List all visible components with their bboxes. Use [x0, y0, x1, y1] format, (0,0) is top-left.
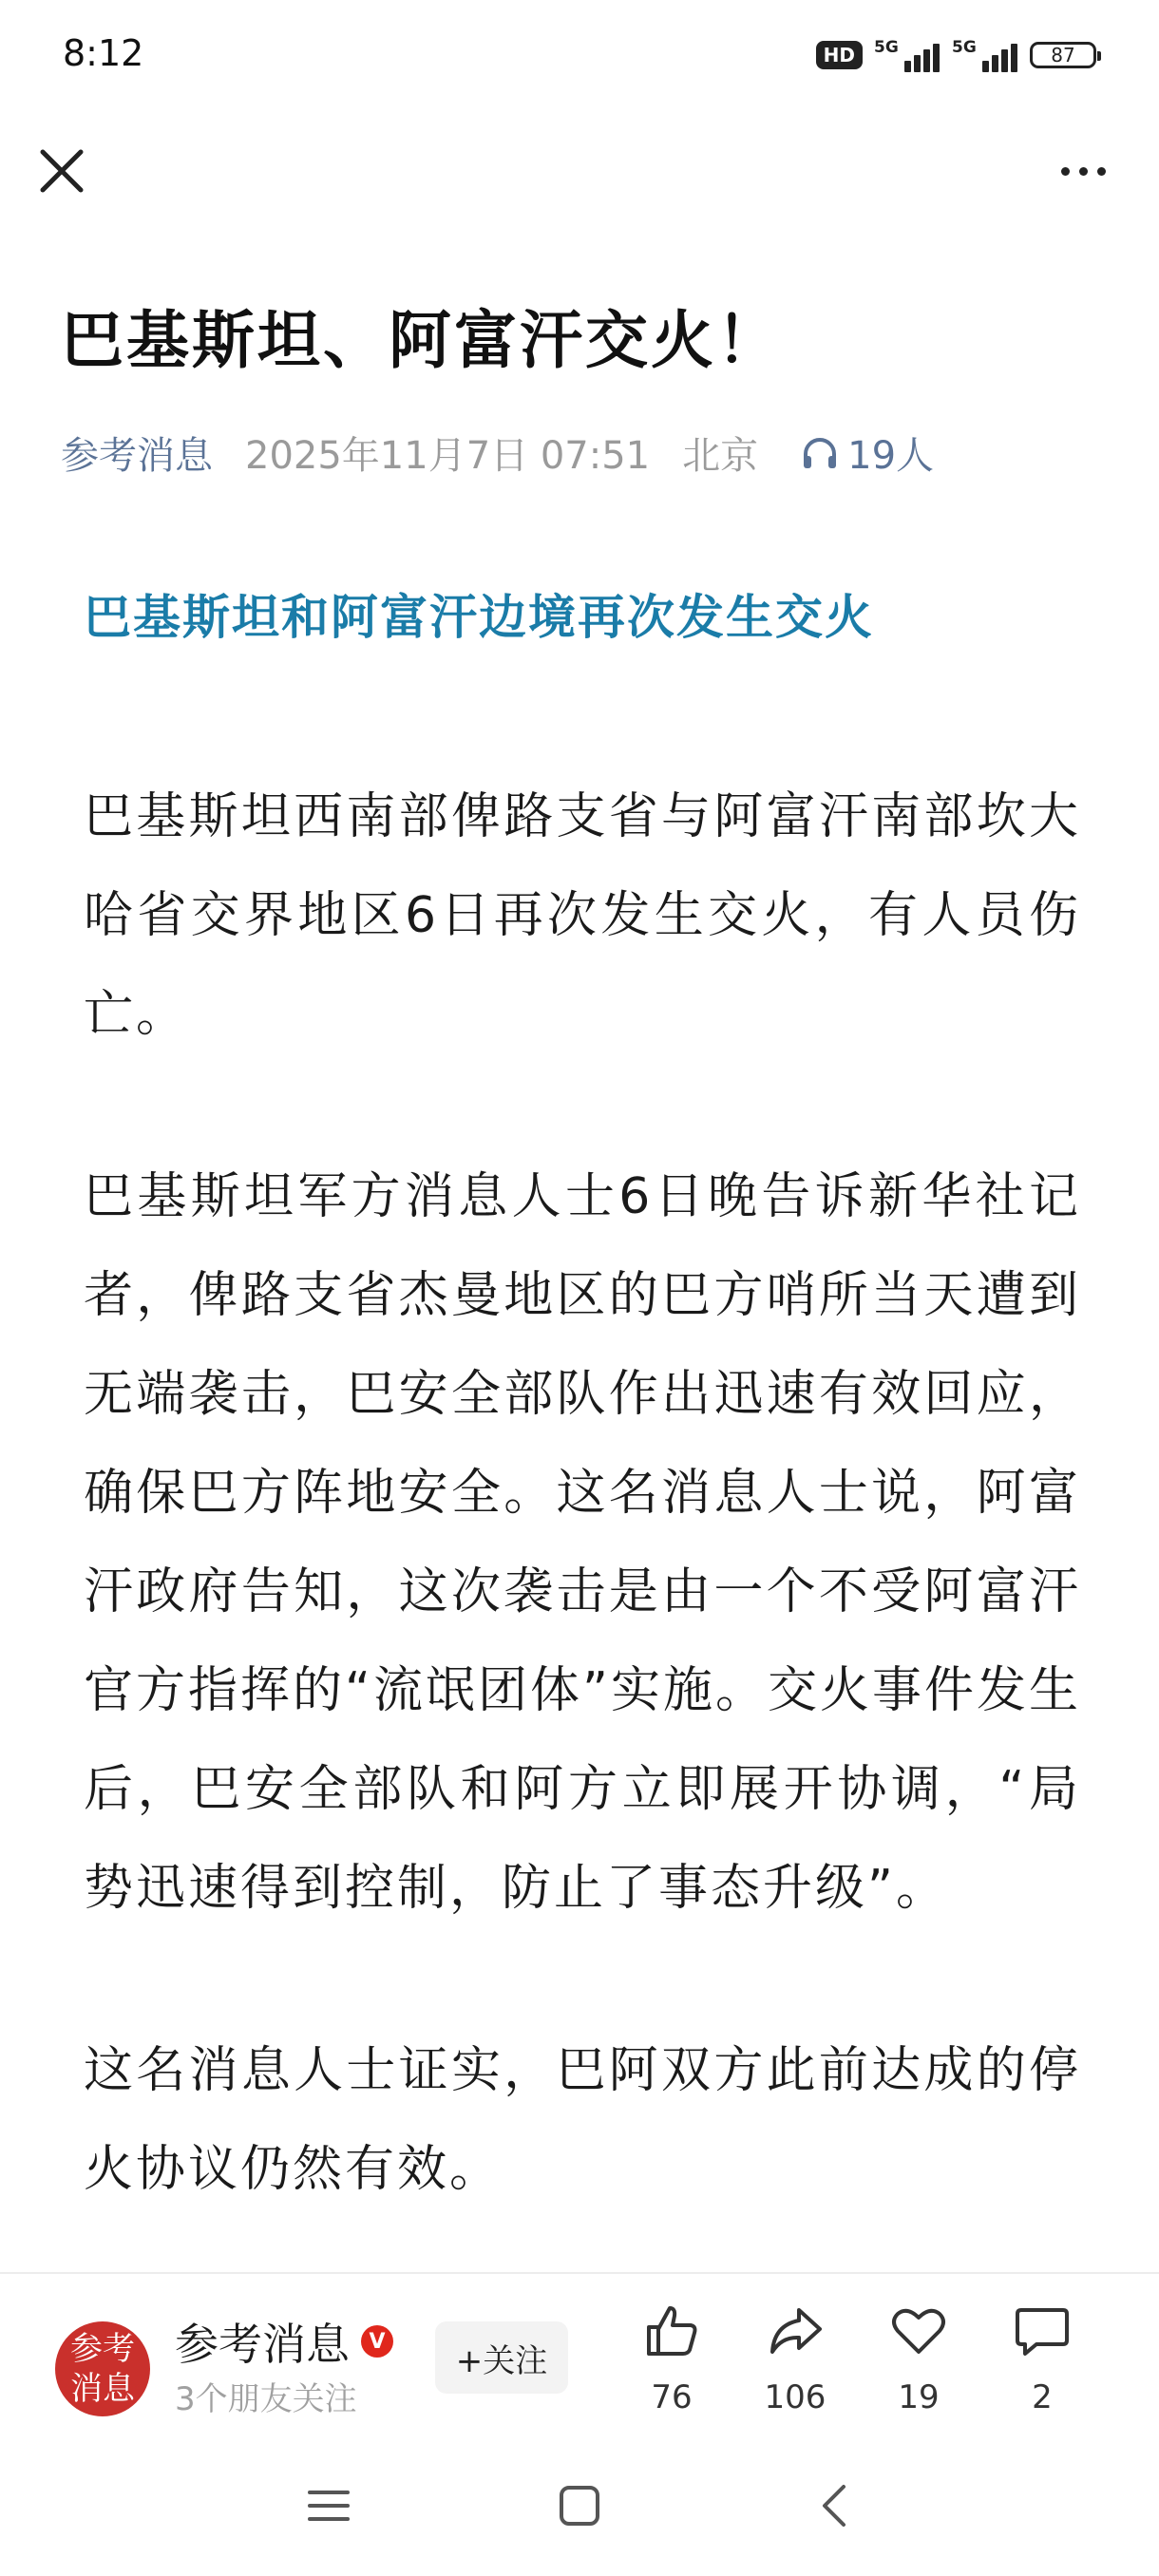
back-chevron-icon — [808, 2477, 864, 2534]
bottom-action-bar — [0, 2272, 1159, 2445]
article-title: 巴基斯坦、阿富汗交火！ — [61, 304, 782, 377]
article-paragraph: 这名消息人士证实，巴阿双方此前达成的停火协议仍然有效。 — [84, 2042, 1081, 2198]
system-nav-bar — [0, 2443, 1159, 2576]
article-subheading: 巴基斯坦和阿富汗边境再次发生交火 — [84, 590, 874, 645]
comment-count: 2 — [1032, 2378, 1053, 2416]
article-paragraph: 巴基斯坦西南部俾路支省与阿富汗南部坎大哈省交界地区6日再次发生交火，有人员伤亡。 — [84, 788, 1081, 1043]
network-type-label-2: 5G — [952, 38, 977, 57]
top-bar — [0, 114, 1159, 228]
home-square-icon — [551, 2477, 608, 2534]
avatar[interactable] — [55, 2321, 150, 2416]
comment-bubble-icon — [1012, 2301, 1073, 2361]
article-source[interactable]: 参考消息 — [61, 434, 213, 478]
menu-icon — [300, 2477, 357, 2534]
comment-button[interactable] — [990, 2301, 1094, 2416]
back-button[interactable] — [808, 2477, 864, 2534]
favorite-button[interactable] — [866, 2301, 971, 2416]
hd-voice-icon: HD — [816, 41, 863, 69]
article-location: 北京 — [682, 434, 759, 478]
recent-apps-button[interactable] — [300, 2477, 357, 2534]
followers-text: 3个朋友关注 — [175, 2380, 357, 2418]
network-type-label: 5G — [874, 38, 899, 57]
article-meta — [61, 426, 934, 480]
share-arrow-icon — [765, 2301, 826, 2361]
article-body — [84, 570, 1081, 2302]
listen-button[interactable] — [800, 426, 934, 480]
favorite-count: 19 — [898, 2378, 940, 2416]
more-dots-icon — [1061, 167, 1070, 176]
close-icon — [28, 138, 95, 204]
more-button[interactable] — [1045, 138, 1121, 204]
account-name-row[interactable] — [175, 2310, 393, 2373]
status-time: 8:12 — [63, 32, 144, 74]
signal-icon — [874, 38, 940, 72]
account-name: 参考消息 — [175, 2319, 350, 2370]
close-button[interactable] — [28, 138, 95, 204]
like-count: 76 — [651, 2378, 693, 2416]
home-button[interactable] — [551, 2477, 608, 2534]
verified-badge-icon: V — [361, 2325, 393, 2358]
heart-icon — [888, 2301, 949, 2361]
headphones-icon — [800, 433, 840, 473]
like-button[interactable] — [619, 2301, 724, 2416]
thumbs-up-icon — [641, 2301, 702, 2361]
status-bar — [0, 0, 1159, 114]
status-icons — [816, 36, 1096, 74]
follow-button[interactable]: +关注 — [435, 2321, 568, 2394]
listener-count: 19人 — [847, 434, 935, 478]
signal-icon-2 — [952, 38, 1018, 72]
avatar-logo-text: 参考 消息 — [70, 2330, 135, 2408]
article-date: 2025年11月7日 07:51 — [245, 434, 651, 478]
article-paragraph: 巴基斯坦军方消息人士6日晚告诉新华社记者，俾路支省杰曼地区的巴方哨所当天遭到无端袭击，巴安全部队作出迅速有效回应，确保巴方阵地安全。这名消息人士说，阿富汗政府告知，这次袭击是由一个不受阿富汗官方指挥的“流氓团体”实施。交火事件发生后，巴安全部队和阿方立即展开协调，“局势迅速得到控制，防止了事态升级”。 — [84, 1168, 1081, 1917]
share-button[interactable] — [743, 2301, 847, 2416]
battery-icon: 87 — [1030, 42, 1096, 68]
share-count: 106 — [764, 2378, 826, 2416]
